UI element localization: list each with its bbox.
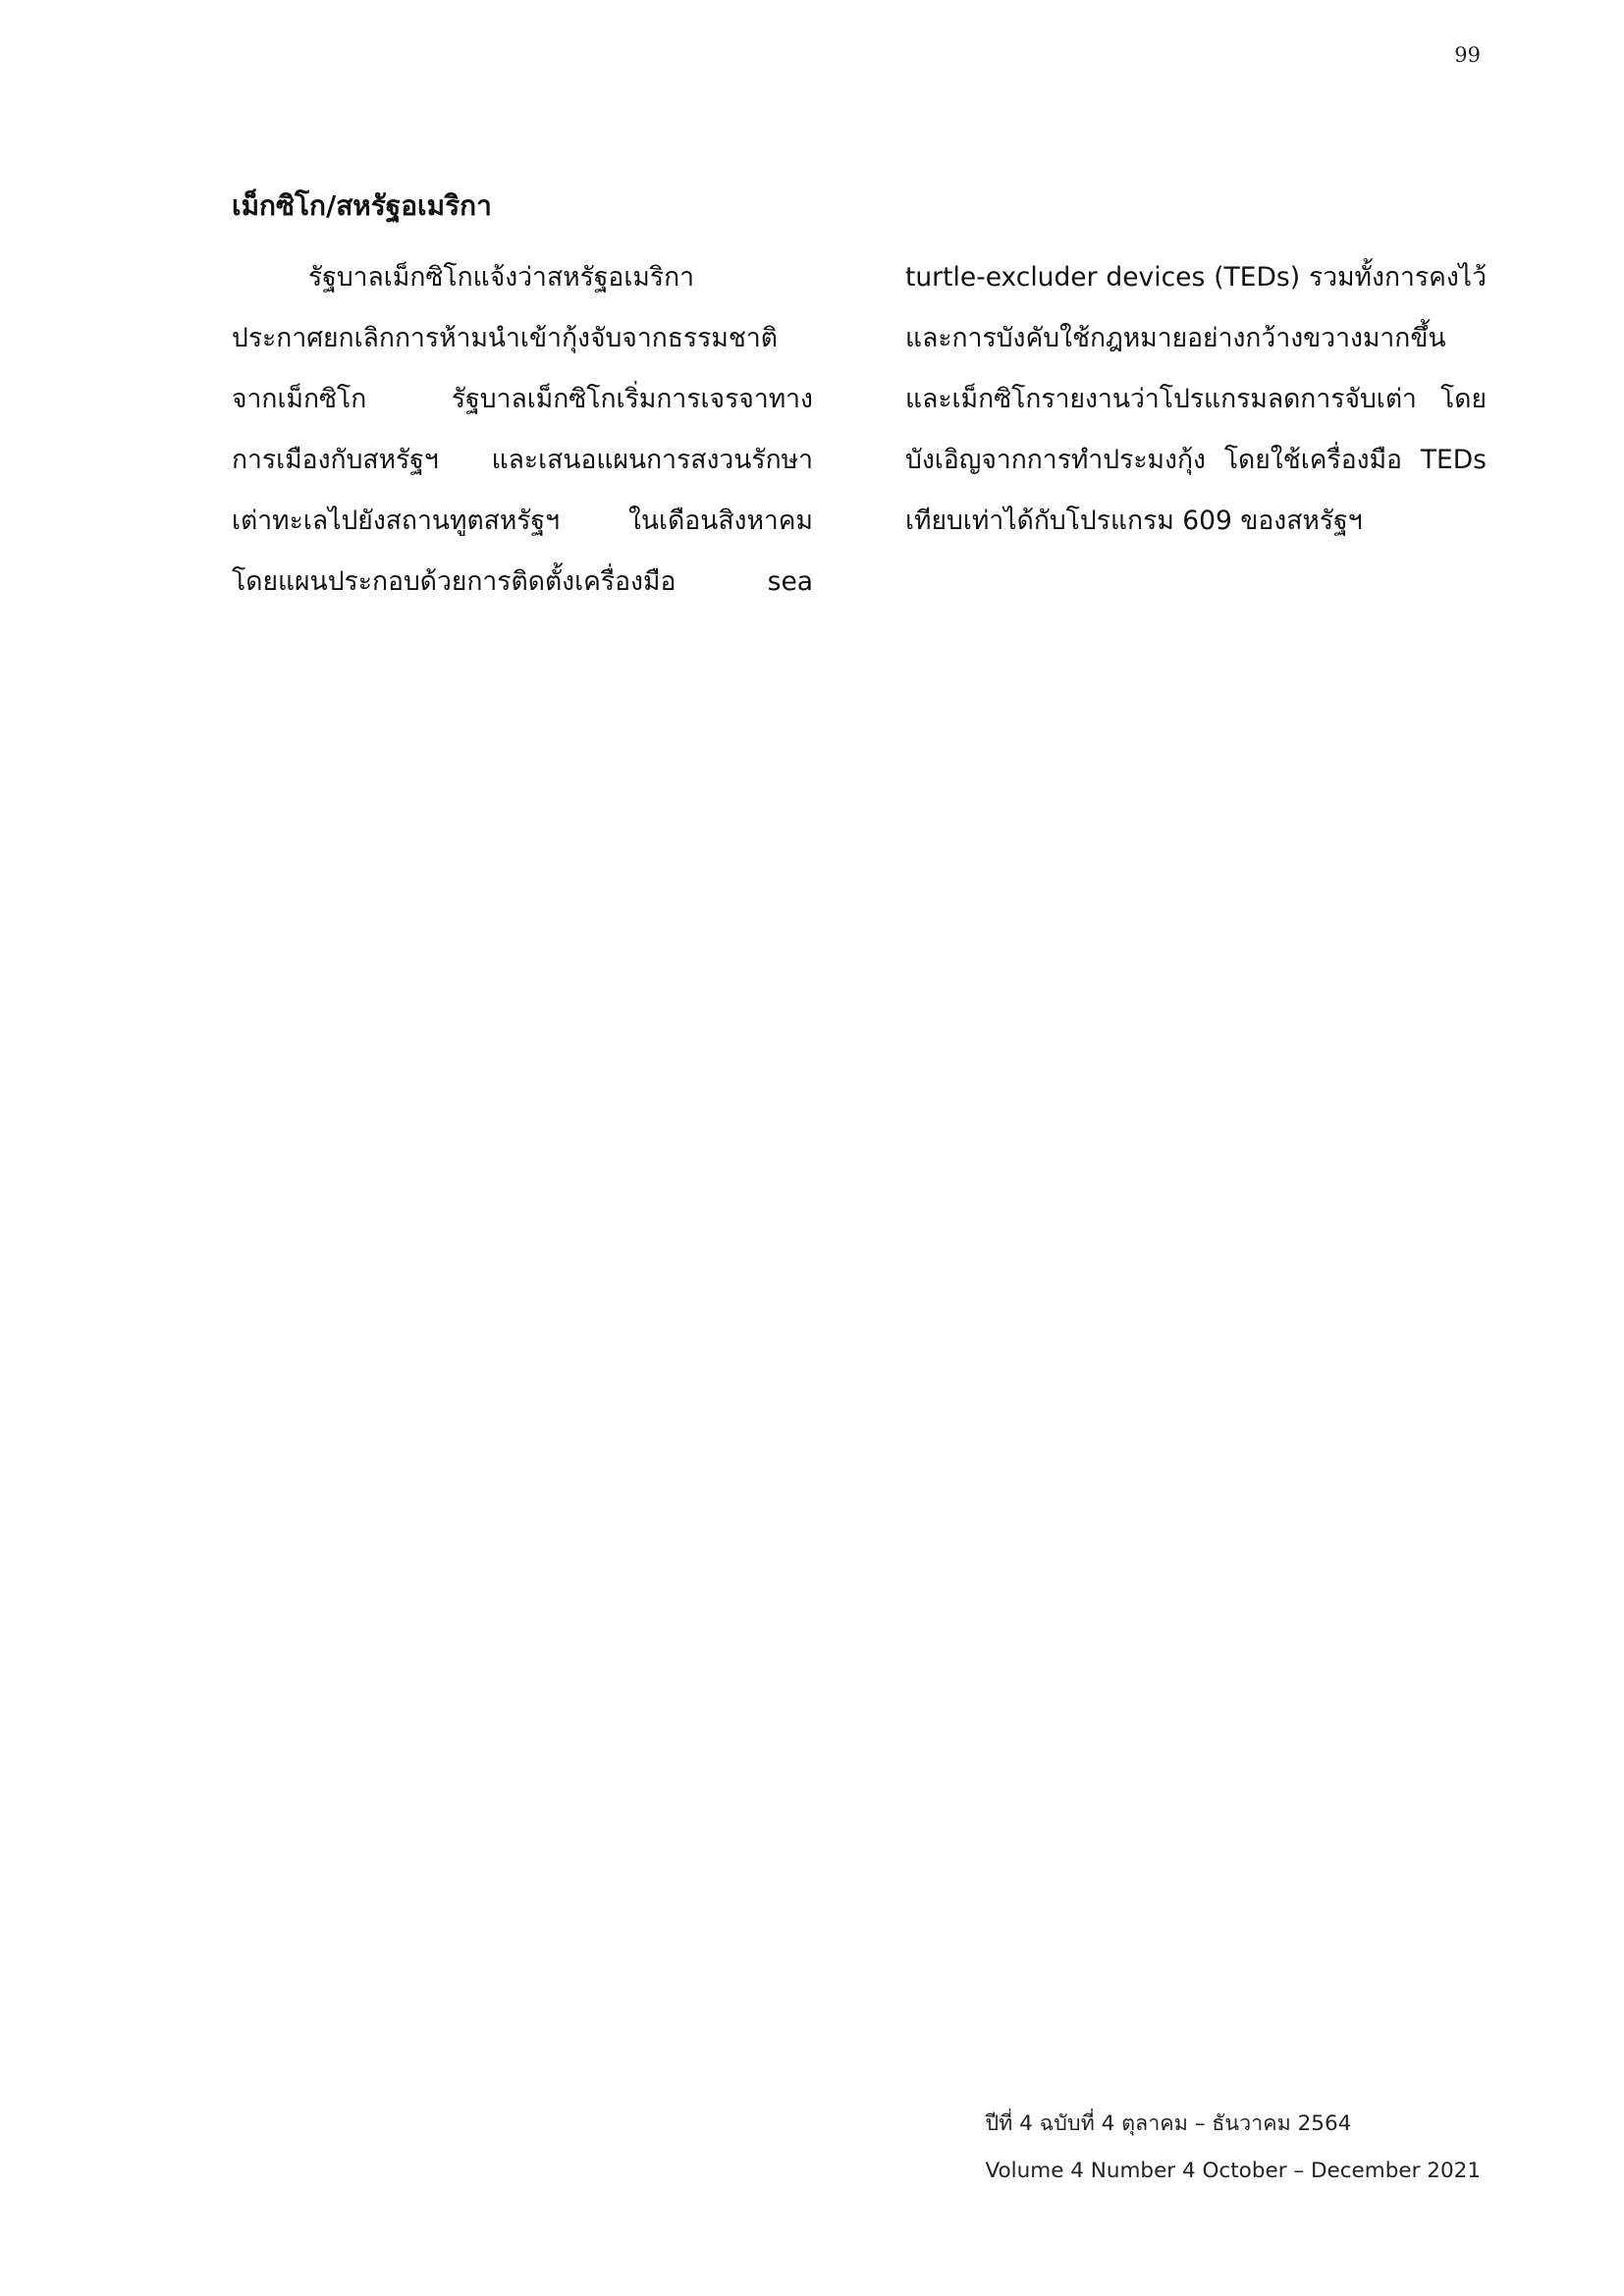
page-number: 99 bbox=[1454, 43, 1481, 67]
body-column-left bbox=[232, 247, 813, 613]
paragraph-line: เทียบเท่าได้กับโปรแกรม 609 ของสหรัฐฯ bbox=[905, 506, 1363, 536]
paragraph-line: เต่าทะเลไปยังสถานทูตสหรัฐฯ ในเดือนสิงหาคม bbox=[232, 506, 813, 536]
journal-footer bbox=[985, 2101, 1481, 2195]
section-heading: เม็กซิโก/สหรัฐอเมริกา bbox=[232, 189, 492, 222]
paragraph-line: การเมืองกับสหรัฐฯ และเสนอแผนการสงวนรักษา bbox=[232, 445, 813, 475]
paragraph-line: บังเอิญจากการทำประมงกุ้ง โดยใช้เครื่องมือ TEDs bbox=[905, 445, 1487, 475]
paragraph-line: ประกาศยกเลิกการห้ามนำเข้ากุ้งจับจากธรรมชาติ bbox=[232, 323, 778, 353]
footer-english-issue: Volume 4 Number 4 October – December 2021 bbox=[985, 2159, 1481, 2183]
paragraph-line: และเม็กซิโกรายงานว่าโปรแกรมลดการจับเต่า โดย bbox=[905, 384, 1487, 414]
paragraph-line: จากเม็กซิโก รัฐบาลเม็กซิโกเริ่มการเจรจาทาง bbox=[232, 384, 813, 414]
body-column-right bbox=[905, 247, 1487, 552]
footer-thai-issue: ปีที่ 4 ฉบับที่ 4 ตุลาคม – ธันวาคม 2564 bbox=[985, 2111, 1352, 2136]
paragraph-line: และการบังคับใช้กฎหมายอย่างกว้างขวางมากขึ้น bbox=[905, 323, 1446, 353]
paragraph-line: โดยแผนประกอบด้วยการติดตั้งเครื่องมือ sea bbox=[232, 566, 813, 597]
paragraph-line: turtle-excluder devices (TEDs) รวมทั้งการคงไว้ bbox=[905, 262, 1487, 293]
paragraph-line: รัฐบาลเม็กซิโกแจ้งว่าสหรัฐอเมริกา bbox=[308, 262, 695, 293]
